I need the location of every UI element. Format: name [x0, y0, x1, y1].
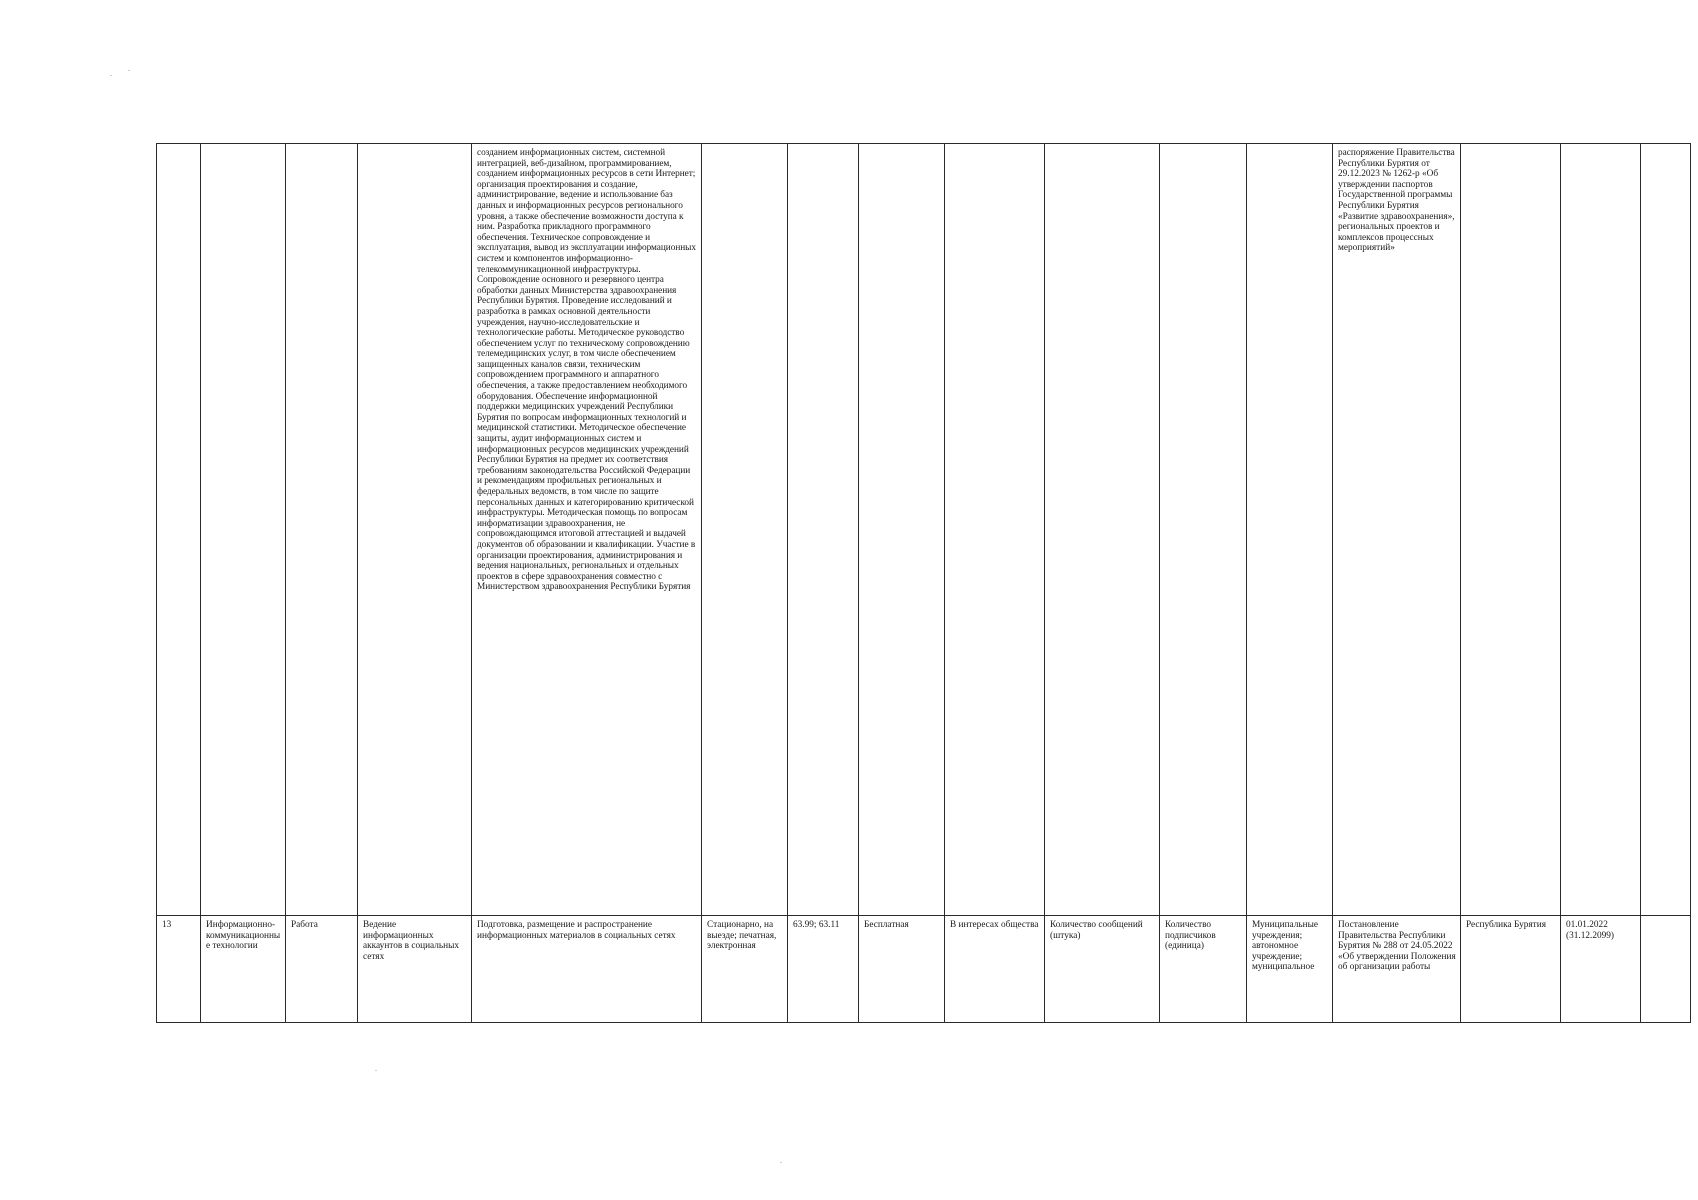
cell-conditions: Стационарно, на выезде; печатная, электронная	[702, 916, 788, 1023]
cell-level	[1461, 144, 1561, 916]
cell-content: созданием информационных систем, системной интеграцией, веб-дизайном, программированием, созданием информационных ресурсов в сети Интернет; организация проектирования и создание, администрирование, ведение и использование баз данных и информационных ресурсов регионального уровня, а также обеспечение возможности доступа к ним. Разработка прикладного программного обеспечения. Техническое сопровождение и эксплуатация, вывод из эксплуатации информационных систем и компонентов информационно-телекоммуникационной инфраструктуры. Сопровождение основного и резервного центра обработки данных Министерства здравоохранения Республики Бурятия. Проведение исследований и разработка в рамках основной деятельности учреждения, научно-исследовательские и технологические работы. Методическое руководство обеспечением услуг по техническому сопровождению телемедицинских услуг, в том числе обеспечением защищенных каналов связи, техническим сопровождением программного и аппаратного обеспечения, а также предоставлением необходимого оборудования. Обеспечение информационной поддержки медицинских учреждений Республики Бурятия по вопросам информационных технологий и медицинской статистики. Методическое обеспечение защиты, аудит информационных систем и информационных ресурсов медицинских учреждений Республики Бурятия на предмет их соответствия требованиям законодательства Российской Федерации и рекомендациям профильных региональных и федеральных ведомств, в том числе по защите персональных данных и категорированию критической инфраструктуры. Методическая помощь по вопросам информатизации здравоохранения, не сопровождающимся итоговой аттестацией и выдачей документов об образовании и квалификации. Участие в организации проектирования, администрирования и ведения национальных, региональных и отдельных проектов в сфере здравоохранения совместно с Министерством здравоохранения Республики Бурятия	[472, 144, 702, 916]
scan-speck	[375, 1070, 377, 1071]
cell-legal-basis: распоряжение Правительства Республики Бурятия от 29.12.2023 № 1262-р «Об утверждении паспортов Государственной программы Республики Бурятия «Развитие здравоохранения», региональных проектов и комплексов процессных мероприятий»	[1333, 144, 1461, 916]
cell-payment: Бесплатная	[859, 916, 945, 1023]
cell-service-name: Ведение информационных аккаунтов в социальных сетях	[358, 916, 472, 1023]
cell-consumers: В интересах общества	[945, 916, 1045, 1023]
cell-okved	[788, 144, 859, 916]
cell-sector: Информационно-коммуникационные технологии	[201, 916, 286, 1023]
cell-type: Работа	[286, 916, 358, 1023]
cell-extra	[1641, 916, 1691, 1023]
scan-speck	[110, 75, 112, 76]
cell-content: Подготовка, размещение и распространение информационных материалов в социальных сетях	[472, 916, 702, 1023]
cell-payment	[859, 144, 945, 916]
cell-service-name	[358, 144, 472, 916]
cell-extra	[1641, 144, 1691, 916]
cell-number: 13	[157, 916, 201, 1023]
cell-okved: 63.99; 63.11	[788, 916, 859, 1023]
cell-providers	[1247, 144, 1333, 916]
cell-volume-indicator: Количество подписчиков (единица)	[1160, 916, 1247, 1023]
cell-number	[157, 144, 201, 916]
scan-speck	[780, 1162, 782, 1163]
cell-consumers	[945, 144, 1045, 916]
cell-conditions	[702, 144, 788, 916]
cell-quality-indicator	[1045, 144, 1160, 916]
registry-table	[156, 143, 1691, 1023]
scan-speck	[128, 70, 130, 71]
cell-legal-basis: Постановление Правительства Республики Бурятия № 288 от 24.05.2022 «Об утверждении Положения об организации работы	[1333, 916, 1461, 1023]
cell-providers: Муниципальные учреждения; автономное учреждение; муниципальное	[1247, 916, 1333, 1023]
cell-dates: 01.01.2022 (31.12.2099)	[1561, 916, 1641, 1023]
cell-volume-indicator	[1160, 144, 1247, 916]
cell-level: Республика Бурятия	[1461, 916, 1561, 1023]
table-row	[157, 916, 1691, 1023]
cell-quality-indicator: Количество сообщений (штука)	[1045, 916, 1160, 1023]
cell-dates	[1561, 144, 1641, 916]
table-row	[157, 144, 1691, 916]
cell-sector	[201, 144, 286, 916]
cell-type	[286, 144, 358, 916]
